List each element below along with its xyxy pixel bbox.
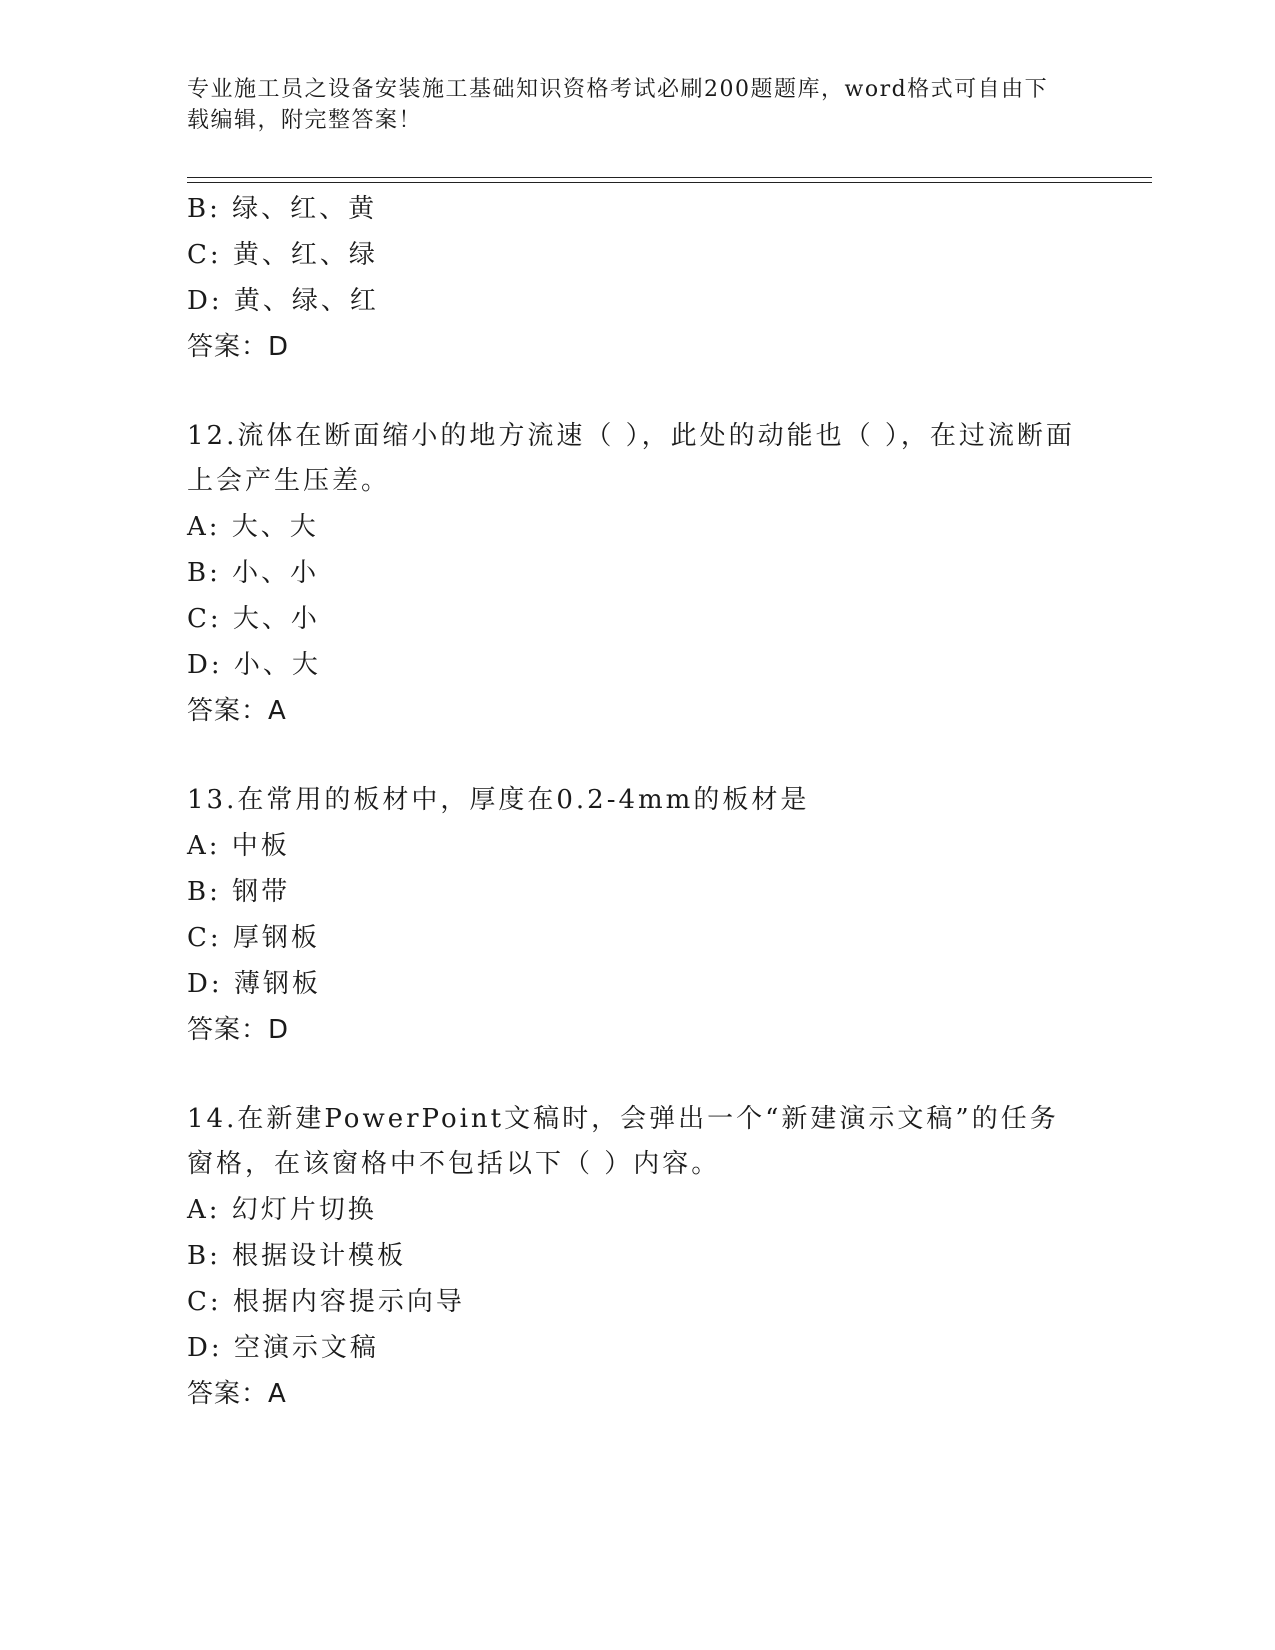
prev-question-block [187, 186, 1087, 370]
option-b: B: 小、小 [187, 558, 320, 588]
option-a: A: 幻灯片切换 [187, 1195, 377, 1225]
option-c: C: 黄、红、绿 [187, 240, 378, 270]
option-d: D: 空演示文稿 [187, 1333, 379, 1363]
option-d: D: 薄钢板 [187, 969, 321, 999]
question-title: 13.在常用的板材中，厚度在0.2-4mm的板材是 [187, 785, 810, 815]
option-c: C: 厚钢板 [187, 923, 320, 953]
header-rule-bottom [187, 182, 1152, 183]
answer-line: 答案：A [187, 696, 287, 726]
document-header: 专业施工员之设备安装施工基础知识资格考试必刷200题题库，word格式可自由下载编辑，附完整答案！ [187, 77, 1049, 133]
question-12 [187, 414, 1087, 734]
option-a: A: 中板 [187, 831, 290, 861]
answer-line: 答案：D [187, 1015, 290, 1045]
option-a: A: 大、大 [187, 512, 319, 542]
spacer [187, 734, 1087, 778]
question-13 [187, 778, 1087, 1053]
spacer [187, 370, 1087, 414]
option-c: C: 大、小 [187, 604, 320, 634]
header-rule-top [187, 177, 1152, 178]
answer-line: 答案：D [187, 332, 290, 362]
option-c: C: 根据内容提示向导 [187, 1287, 465, 1317]
option-b: B: 绿、红、黄 [187, 194, 378, 224]
option-b: B: 根据设计模板 [187, 1241, 407, 1271]
option-d: D: 黄、绿、红 [187, 286, 379, 316]
question-title: 12.流体在断面缩小的地方流速（ ），此处的动能也（ ），在过流断面上会产生压差。 [187, 421, 1075, 496]
spacer [187, 1053, 1087, 1097]
question-title: 14.在新建PowerPoint文稿时，会弹出一个“新建演示文稿”的任务窗格，在该窗格中不包括以下（ ）内容。 [187, 1104, 1059, 1179]
answer-line: 答案：A [187, 1379, 287, 1409]
question-content [187, 186, 1087, 1417]
question-14 [187, 1097, 1087, 1417]
option-b: B: 钢带 [187, 877, 291, 907]
option-d: D: 小、大 [187, 650, 321, 680]
